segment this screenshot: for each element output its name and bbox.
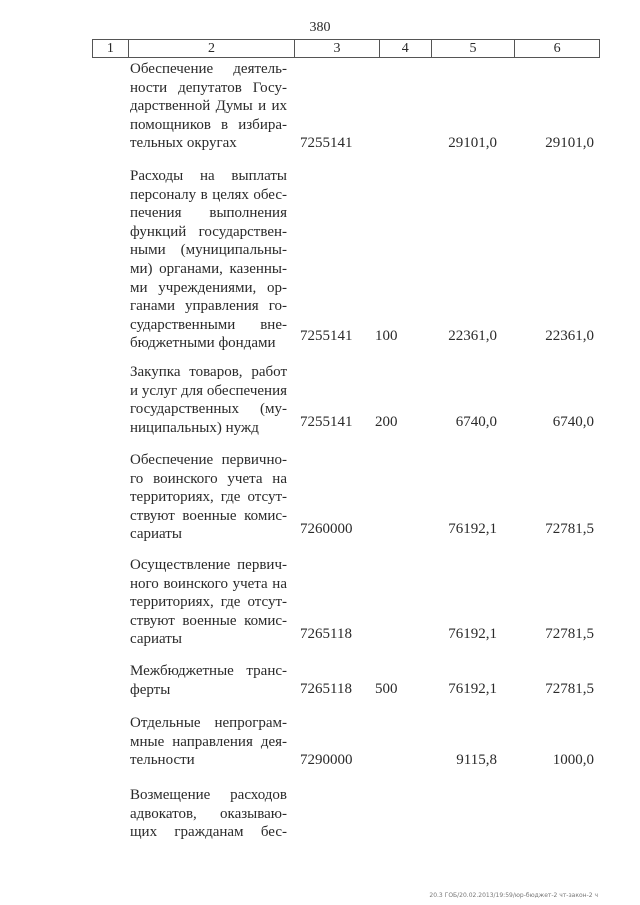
budget-code: 7255141 xyxy=(300,135,353,151)
budget-code: 7255141 xyxy=(300,328,353,344)
amount-col-5: 76192,1 xyxy=(448,626,497,642)
amount-col-6: 22361,0 xyxy=(545,328,594,344)
amount-col-5: 6740,0 xyxy=(455,414,497,430)
description-line: ного воинского учета на xyxy=(130,575,287,592)
description-line: тельности xyxy=(130,752,195,769)
description-line: Обеспечение первично- xyxy=(130,452,287,468)
description-line: государственных (му- xyxy=(130,401,287,418)
description-line: Осуществление первич- xyxy=(130,557,287,573)
description-line: и услуг для обеспечения xyxy=(130,382,287,399)
budget-code: 7265118 xyxy=(300,681,352,697)
row-description xyxy=(130,714,287,770)
amount-col-6: 72781,5 xyxy=(545,626,594,642)
description-line: помощников в избира- xyxy=(130,116,287,133)
budget-code: 7290000 xyxy=(300,752,353,768)
description-line: го воинского учета на xyxy=(130,470,287,487)
amount-col-5: 76192,1 xyxy=(448,521,497,537)
row-description xyxy=(130,60,287,153)
budget-code: 7255141 xyxy=(300,414,353,430)
budget-code: 7265118 xyxy=(300,626,352,642)
description-line: бюджетными фондами xyxy=(130,335,276,352)
description-line: адвокатов, оказываю- xyxy=(130,805,287,822)
description-line: ствуют военные комис- xyxy=(130,612,287,629)
page-number: 380 xyxy=(309,20,331,35)
description-line: Закупка товаров, работ xyxy=(130,364,287,380)
description-line: ганами управления го- xyxy=(130,298,287,315)
description-line: сударственными вне- xyxy=(130,316,287,333)
description-line: дарственной Думы и их xyxy=(130,98,287,115)
row-description xyxy=(130,556,287,649)
amount-col-5: 76192,1 xyxy=(448,681,497,697)
amount-col-5: 29101,0 xyxy=(448,135,497,151)
description-line: территориях, где отсут- xyxy=(130,594,287,611)
budget-code: 7260000 xyxy=(300,521,353,537)
expense-type: 100 xyxy=(375,328,398,344)
description-line: Обеспечение деятель- xyxy=(130,61,287,77)
description-line: ми) органами, казенны- xyxy=(130,260,287,277)
expense-type: 200 xyxy=(375,414,398,430)
description-line: Возмещение расходов xyxy=(130,787,287,803)
row-description xyxy=(130,662,287,699)
description-line: ниципальных) нужд xyxy=(130,419,259,436)
row-description xyxy=(130,167,287,353)
description-line: персоналу в целях обес- xyxy=(130,186,287,203)
description-line: Расходы на выплаты xyxy=(130,168,287,184)
description-line: печения выполнения xyxy=(130,205,287,222)
description-line: ми учреждениями, ор- xyxy=(130,279,287,296)
amount-col-5: 22361,0 xyxy=(448,328,497,344)
row-description xyxy=(130,786,287,842)
description-line: щих гражданам бес- xyxy=(130,824,287,841)
description-line: ствуют военные комис- xyxy=(130,507,287,524)
description-line: функций государствен- xyxy=(130,223,287,240)
row-description xyxy=(130,451,287,544)
amount-col-6: 1000,0 xyxy=(552,752,594,768)
print-stamp: 20.3 ГОБ/20.02.2013/19:59/юр-бюджет-2 чт-закон-2 ч xyxy=(429,892,598,899)
header-col-2: 2 xyxy=(129,40,295,57)
header-col-1: 1 xyxy=(93,40,129,57)
description-line: территориях, где отсут- xyxy=(130,489,287,506)
description-line: ферты xyxy=(130,681,171,698)
description-line: тельных округах xyxy=(130,135,237,152)
description-line: ности депутатов Госу- xyxy=(130,79,287,96)
description-line: сариаты xyxy=(130,631,182,648)
header-col-6: 6 xyxy=(553,41,561,56)
description-line: сариаты xyxy=(130,526,182,543)
expense-type: 500 xyxy=(375,681,398,697)
amount-col-6: 29101,0 xyxy=(545,135,594,151)
description-line: ными (муниципальны- xyxy=(130,242,287,259)
amount-col-5: 9115,8 xyxy=(456,752,497,768)
amount-col-6: 72781,5 xyxy=(545,681,594,697)
row-description xyxy=(130,363,287,437)
header-col-3: 3 xyxy=(295,40,380,57)
amount-col-6: 72781,5 xyxy=(545,521,594,537)
description-line: Межбюджетные транс- xyxy=(130,663,287,679)
header-col-4: 4 xyxy=(380,40,432,57)
description-line: Отдельные непрограм- xyxy=(130,715,287,731)
header-col-5: 5 xyxy=(432,40,516,57)
description-line: мные направления дея- xyxy=(130,733,287,750)
amount-col-6: 6740,0 xyxy=(552,414,594,430)
column-number-header xyxy=(92,39,600,58)
